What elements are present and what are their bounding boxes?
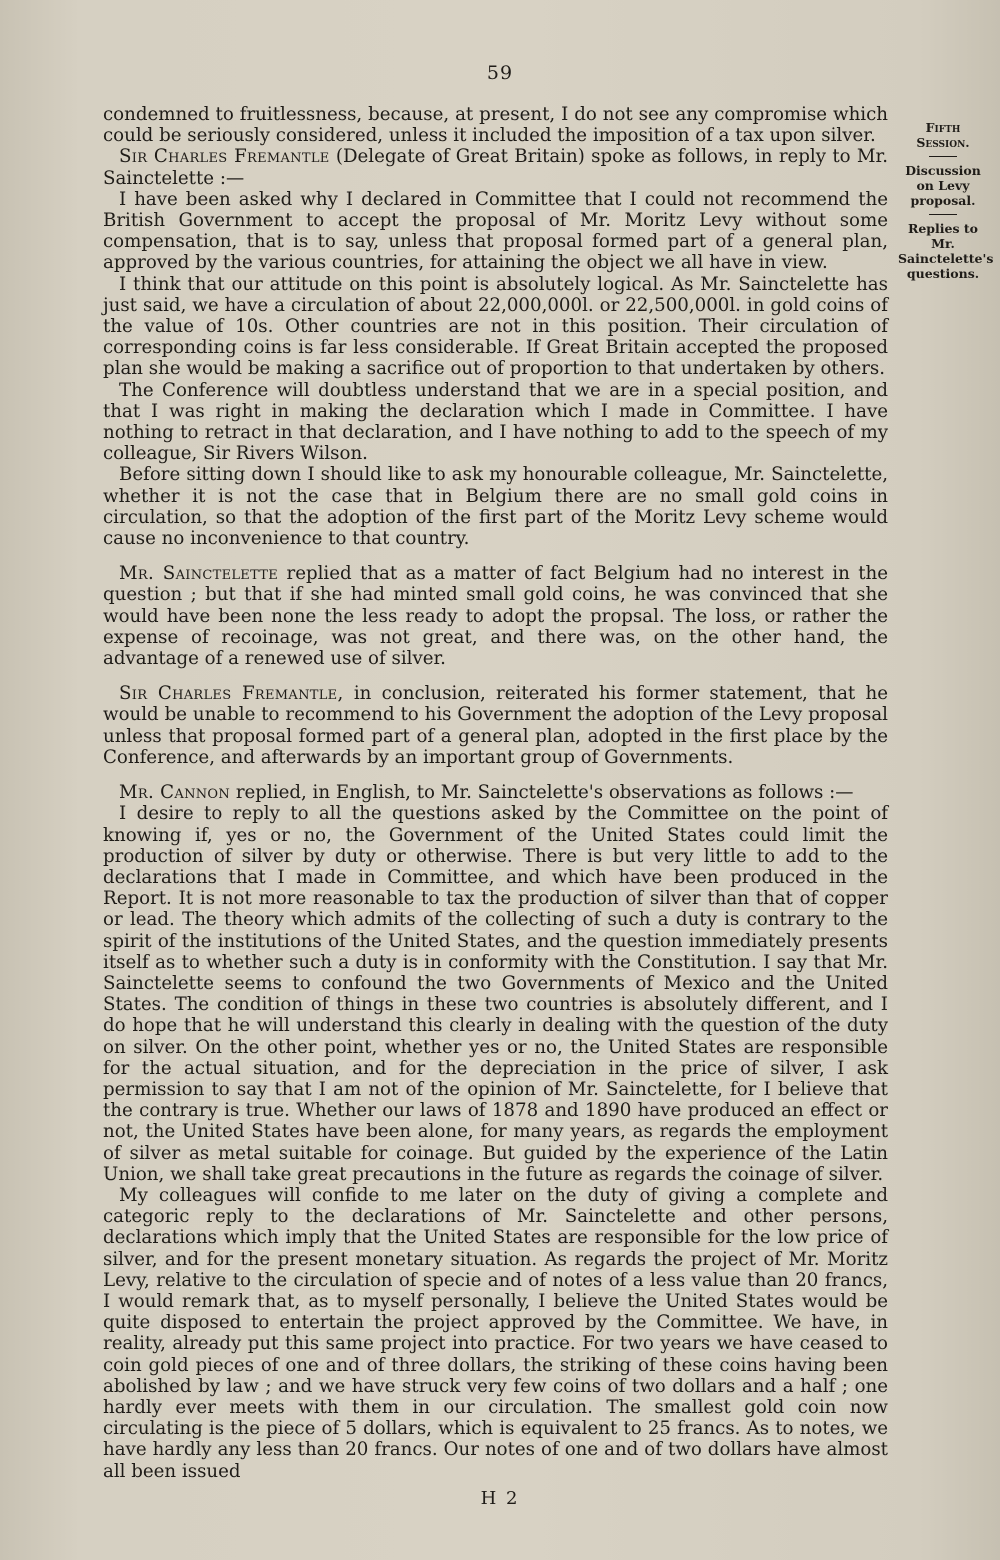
paragraph (103, 274, 888, 380)
paragraph (103, 782, 888, 803)
paragraph-text: I have been asked why I declared in Committee that I could not recommend the British Government to accept the proposal of Mr. Moritz Levy without some compensation, that is to say, unless that proposal formed part of a general plan, approved by the various countries, for attaining the object we all have in view. (103, 188, 888, 274)
margin-note-replies: Replies to Mr. Sainctelette's questions. (898, 221, 994, 281)
speaker-name: Mr. Cannon (119, 782, 231, 804)
paragraph-text: I think that our attitude on this point is absolutely logical. As Mr. Sainctelette has just said, we have a circulation of about 22,000,000l. or 22,500,000l. in gold coins of the value of 10s. Other countries are not in this position. Their circulation of corresponding coins is far less considerable. If Great Britain accepted the proposed plan she would be making a sacrifice out of proportion to that undertaken by others. (103, 273, 888, 380)
paragraph (103, 380, 888, 465)
margin-note-topic: Discussion on Levy proposal. (905, 163, 981, 208)
paragraph (103, 464, 888, 549)
paragraph (103, 189, 888, 274)
paragraph (103, 683, 888, 768)
paragraph-text: replied that as a matter of fact Belgium had no interest in the question ; but that if she had minted small gold coins, he was convinced that she would have been none the less ready to adopt the propsal. The loss, or rather the expense of recoinage, was not great, and there was, on the other hand, the advantage of a renewed use of silver. (103, 563, 888, 670)
signature-mark: H 2 (480, 1488, 520, 1509)
paragraph-text: in conclusion, reiterated his former statement, that he would be unable to recommend to his Government the adoption of the Levy proposal unless that proposal formed part of a general plan, adopted in the first place by the Conference, and afterwards by an important group of Governments. (103, 683, 888, 768)
margin-rule (929, 214, 957, 215)
paragraph (103, 146, 888, 188)
paragraph (103, 1185, 888, 1482)
margin-note-session: Fifth Session. (916, 120, 970, 150)
margin-rule (929, 156, 957, 157)
paragraph-text: The Conference will doubtless understand that we are in a special position, and that I was right in making the declaration which I made in Committee. I have nothing to retract in that declaration, and I have nothing to add to the speech of my colleague, Sir Rivers Wilson. (103, 379, 888, 465)
margin-notes (898, 120, 994, 287)
paragraph-text: replied, in English, to Mr. Sainctelette's observations as follows :— (230, 782, 854, 804)
paragraph-text: I desire to reply to all the questions asked by the Committee on the point of knowing if, yes or no, the Government of the United States could limit the production of silver by duty or otherwise. There is but very little to add to the declarations that I made in Committee, and which have been produced in the Report. It is not more reasonable to tax the production of silver than that of copper or lead. The theory which admits of the collecting of such a duty is contrary to the spirit of the institutions of the United States, and the question immediately presents itself as to whether such a duty is in conformity with the Constitution. I say that Mr. Sainctelette seems to confound the two Governments of Mexico and the United States. The condition of things in these two countries is absolutely different, and I do hope that he will understand this clearly in dealing with the question of the duty on silver. On the other point, whether yes or no, the United States are responsible for the actual situation, and for the depreciation in the price of silver, I ask permission to say that I am not of the opinion of Mr. Sainctelette, for I believe that the contrary is true. Whether our laws of 1878 and 1890 have produced an effect or not, the United States have been alone, for many years, as regards the employment of silver as metal suitable for coinage. But guided by the experience of the Latin Union, we shall take great precautions in the future as regards the coinage of silver. (103, 803, 888, 1185)
speaker-name: Mr. Sainctelette (119, 563, 279, 585)
paragraph-text: (Delegate of Great Britain) spoke as follows, in reply to Mr. Sainctelette :— (103, 146, 889, 189)
body-text (103, 104, 888, 1482)
speaker-name: Sir Charles Fremantle (119, 146, 330, 168)
paragraph-text: My colleagues will confide to me later on the duty of giving a complete and categoric reply to the declarations of Mr. Sainctelette and other persons, declarations which imply that the United States are responsible for the low price of silver, and for the present monetary situation. As regards the project of Mr. Moritz Levy, relative to the circulation of specie and of notes of a less value than 20 francs, I would remark that, as to myself personally, I believe the United States would be quite disposed to entertain the project approved by the Committee. We have, in reality, already put this same project into practice. For two years we have ceased to coin gold pieces of one and of three dollars, the striking of these coins having been abolished by law ; and we have struck very few coins of two dollars and a half ; one hardly ever meets with them in our circulation. The smallest gold coin now circulating is the piece of 5 dollars, which is equivalent to 25 francs. As to notes, we have hardly any less than 20 francs. Our notes of one and of two dollars have almost all been issued (103, 1184, 888, 1482)
page-number: 59 (486, 62, 514, 84)
paragraph-text: Before sitting down I should like to ask my honourable colleague, Mr. Sainctelette, whether it is not the case that in Belgium there are no small gold coins in circulation, so that the adoption of the first part of the Moritz Levy scheme would cause no inconvenience to that country. (103, 464, 888, 550)
paragraph (103, 563, 888, 669)
speaker-name: Sir Charles Fremantle, (119, 683, 344, 705)
paragraph (103, 104, 888, 146)
paragraph (103, 803, 888, 1185)
paragraph-text: condemned to fruitlessness, because, at present, I do not see any compromise which could be seriously considered, unless it included the imposition of a tax upon silver. (103, 104, 888, 147)
